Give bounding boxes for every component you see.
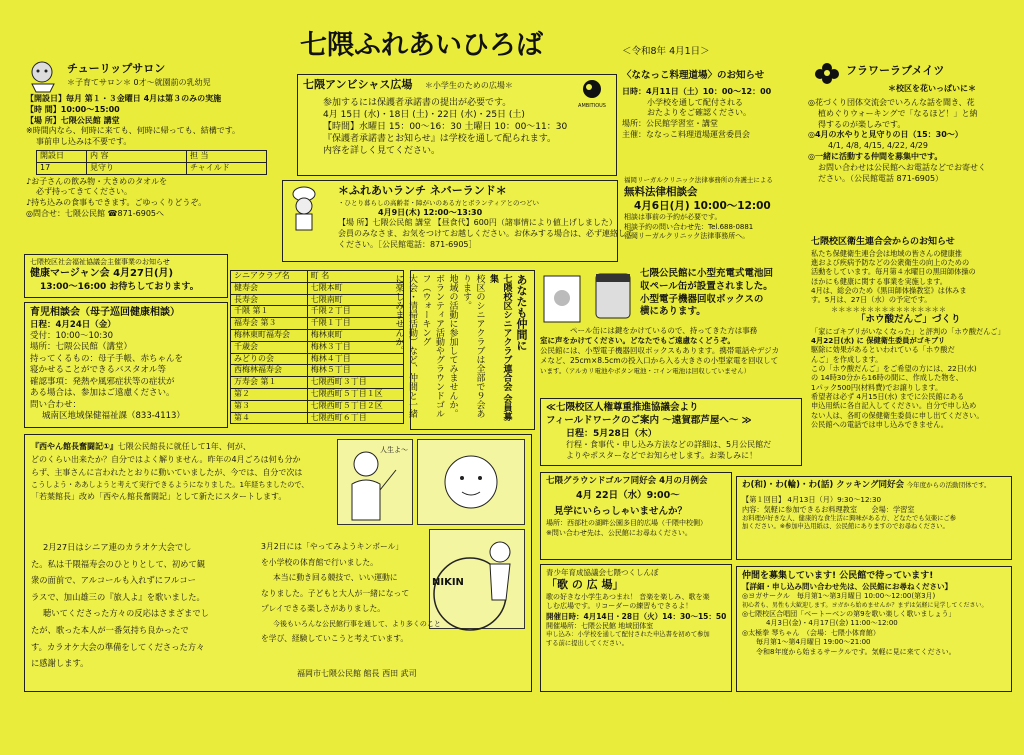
table-row [231,294,404,306]
eisei-line: 私たち保健衛生連合会は地域の皆さんの健康推 [811,248,962,258]
nishiyan-signature: 福岡市七隈公民館 館長 西田 武司 [297,669,417,678]
battery-line: 収ペール缶が設置されました。 [640,280,773,292]
table-row [231,306,404,318]
table-cell: 第３ [231,400,308,412]
nishiyan-col-b: を小学校の体育館で行いました。 [261,557,378,567]
jinken-title: ≪七隈校区人権尊重推進協議会より [546,402,699,413]
jinken-line: 行程・食事代・申し込み方法などの詳細は、5月公民館だ [566,439,772,449]
nakama-line: 令和8年度から始まるサークルです。気軽に見に来てください。 [756,647,956,656]
table-row [231,365,404,377]
wawa-title: わ(和)・わ(輪)・わ(話) クッキング同好会 [742,480,905,490]
tulip-sub: ＊子育てサロン＊ 0才～就園前の乳幼児 [67,78,211,87]
page-title: 七隈ふれあいひろば [300,30,543,61]
uta-sub: 青少年育成協議会七隈つくしんぼ [546,568,659,577]
golf-date: 4月 22日（水）9:00～ [576,490,680,502]
nakama-line: 毎月第1～第4月曜日 19:00～21:00 [756,638,871,647]
ikuji-line: 受付：10:00～10:30 [30,330,113,341]
nishiyan-col-b: 本当に動き回る競技で、いい運動に [273,573,398,583]
recruit-line: 七隈校区シニアクラブ連合会 会員募集 [488,274,512,422]
eisei-line: す。5月は、27日（水）の予定です。 [811,295,932,305]
table-cell: 七隈西町５丁目１区 [307,388,403,400]
golf-line: ※問い合わせ先は、公民館にお尋ねください。 [546,528,692,537]
lunch-line: 【場 所】七隈公民館 講堂 【昼食代】600円（諸事情により値上げしました） [338,218,617,228]
nishiyan-col-a: 衆の面前で、アルコールも入れずにフルコー [31,575,196,586]
lunch-line: 会員のみなさま、お気をつけてお越しください。お休みする場合は、必ず連絡して [338,229,634,239]
ikuji-line: 日程：4月24日（金） [30,319,116,330]
illustration-singer [337,439,413,525]
ambitious-line: 内容を詳しく見てください。 [323,146,441,157]
flower-line: お問い合わせは公民館へお電話などでお寄せく [818,162,986,172]
ikuji-line: 問い合わせ： [30,399,82,410]
table-row [231,388,404,400]
uta-title: 「歌 の 広 場」 [546,578,624,592]
ambitious-line: 【時間】水曜日 15：00～16：30 土曜日 10：00～11：30 [323,122,568,133]
nishiyan-col-a: 聴いてくださった方々の反応はさまざまでし [43,608,209,619]
tulip-line: 事前申し込みは不要です。 [36,137,132,147]
battery-body: ペール缶には鍵をかけているので、持ってきた方は事務 [570,326,758,335]
recruit-line: 大会・清掃活動）など、仲間と一緒に楽しみませんか。 [393,274,417,418]
table-cell: 健寿会 [231,282,308,294]
table-cell: みどりの会 [231,353,308,365]
recruit-title: あなたも仲間に [515,274,528,351]
golf-question: 見学にいらっしゃいませんか？ [554,506,688,518]
table-cell: 万寿会 第１ [231,377,308,389]
lunch-sub: ・ひとり暮らしの高齢者・障がいのある方とボランティアとのつどい [338,198,539,207]
nishiyan-col-a: に感謝します。 [31,658,89,669]
flower-line: ◎花づくり団体交流会でいろんな話を聞き、花 [808,98,975,107]
table-cell: 千歳会 [231,341,308,353]
uta-line: しむ広場です。リコーダーの練習もできるよ！ [546,602,693,611]
nakama-line: ◎七隈校区合唱団「ベートーベンの第9を歌い楽しく歌いましょう」 [742,609,956,618]
tulip-note: ♪持ち込みの食事もできます。ごゆっくりどうぞ。 [26,198,207,208]
ambitious-logo-icon [580,79,604,99]
lunch-section [282,180,634,262]
ikuji-title: 育児相談会（母子巡回健康相談） [30,307,180,318]
table-cell: 17 [37,162,87,174]
nishiyan-col-a: す。カラオケ大会の準備をしてくださった方々 [31,641,205,652]
eisei-line: 活動をしています。毎月第４水曜日の黒田師体操の [811,267,976,277]
golf-title: 七隈グラウンドゴルフ同好会 4月の月例会 [546,476,708,486]
ambitious-logo-text: AMBITIOUS [578,102,606,109]
tulip-salon-section [22,54,284,268]
mahjong-time: 13:00～16:00 お待ちしております。 [40,281,199,292]
flower-line: ◎一緒に活動する仲間を募集中です。 [808,151,943,161]
jinken-title2: フィールドワークのご案内 ～遠賀郡芦屋へ～ ≫ [546,414,752,426]
nakama-title: 仲間を募集しています! 公民館で待っています! [742,571,934,581]
nishiyan-col-b: 3月2日には「やってみようキンボール」 [261,542,404,551]
flower-section [808,58,1008,228]
wawa-line: 【第１回目】 4月13日（月）9:30～12:30 [742,495,882,505]
tulip-line: 【開設日】毎月 第１・３金曜日 4月は第３のみの実施 [26,94,222,103]
tulip-line: 【場 所】七隈公民館 講堂 [26,115,120,125]
child-cartoon-icon [24,58,64,92]
nakama-line: ◎太極拳 琴ちゃん （会場：七隈小体育館） [742,628,880,637]
uta-line: 開催日時：4月14日・28日（火）14：30～15：50 [546,611,727,621]
ambitious-line: 『保護者承諾書とお知らせ』は学校を通して配られます。 [323,134,557,145]
recruit-line: ボランティア活動やグラウンドゴルフ（ウォーキング [420,274,444,418]
nanakko-line: おたよりをご確認ください。 [647,108,751,118]
tulip-table [36,150,267,175]
uta-line: 歌の好きな小学生あつまれ！ 音楽を楽しみ、歌を楽 [546,592,710,601]
golf-line: 場所：西部杜の湖畔公園多目的広場（千隈中校側） [546,519,707,528]
illustration-kinball [429,529,525,629]
battery-body: 公民館には、小型電子機器回収ボックスもあります。携帯電話やデジカ [540,346,780,356]
table-cell: 梅林東町福寿会 [231,329,308,341]
eisei-line2: 「家にゴキブリがいなくなった」と評判の「ホウ酸だんご」 [811,326,1005,336]
table-cell: 梅林５丁目 [307,365,403,377]
golf-section [540,472,732,560]
recruit-line: 校区のシニアクラブは全部で９会あります。 [461,274,485,418]
battery-line: 七隈公民館に小型充電式電池回 [640,268,774,279]
table-row [231,412,404,424]
eisei-line: ＊＊＊＊＊＊＊＊＊＊＊＊＊＊＊＊ [831,304,947,314]
table-header: 開設日 [37,150,87,162]
eisei-line: 進および疾病予防などの公衆衛生の向上のための [811,258,970,268]
flower-line: 4/1, 4/8, 4/15, 4/22, 4/29 [828,141,928,151]
ikuji-section [24,302,228,428]
eisei-title: 七隈校区衛生連合会からのお知らせ [811,237,955,247]
tulip-note: ♪お子さんの飲み物・大きめのタオルを [26,176,168,186]
table-cell: 西梅林福寿会 [231,365,308,377]
table-cell: 七隈西町３丁目 [307,377,403,389]
legal-date: 4月6日(月) 10:00～12:00 [634,199,771,212]
lunch-line: ください。［公民館電話：871-6905］ [338,240,477,249]
nishiyan-col-b: を学び、経験していこうと考えています。 [261,633,409,643]
nishiyan-intro: 「若葉館長」改め「西やん館長奮闘記」として新たにスタートします。 [31,491,287,501]
nishiyan-col-a: た。私は千隈福寿会のひとりとして、初めて観 [31,558,206,569]
singer-bubble: 人生よ〜 [380,446,408,454]
nanakko-section [622,70,804,180]
ikuji-line: 寝かせることができるバスタオル等 [30,365,167,376]
eisei-line2: の 14時30分から16時の間に、作成した物を、 [811,373,963,383]
flower-line: ◎4月の水やりと見守りの日（15：30～） [808,130,963,140]
battery-body: 室に声をかけてください。どなたでもご遠慮なくどうぞ。 [540,336,735,346]
ikuji-line: 確認事項：発熱や風邪症状等の症状が [30,376,175,387]
recruit-line: 地域の活動に参加してみませんか。 [447,274,458,418]
nanakko-line: 主催：ななっこ料理道場運営委員会 [622,130,750,139]
ambitious-title: 七隈アンビシャス広場 [303,78,413,91]
lunch-title: ＊ふれあいランチ ネバーランド＊ [338,184,507,197]
nakama-line: 初心者も、男性も大歓迎します。ヨガから始めませんか？まずは気軽に見学してください。 [742,601,988,609]
legal-line: 相談予約の問い合わせ先：Tel.688-0881 [624,222,754,231]
table-header: 町 名 [307,271,403,283]
table-cell: 第４ [231,412,308,424]
table-cell: 七隈本町 [307,282,403,294]
legal-title: 無料法律相談会 [624,185,698,198]
eisei-line2: 4月22日(水) に 保健衛生委員がゴキブリ [811,335,946,345]
nanakko-line: 場所：公民館学習室・講堂 [622,119,718,129]
nishiyan-intro: どのくらい出来たか？自分ではよく解りません。昨年の4月ごろは何も分か [31,454,301,464]
jinken-line: 日程：5月28日（木） [566,428,657,439]
table-cell: 七隈西町５丁目２区 [307,400,403,412]
table-header: 担 当 [187,150,267,162]
eisei-line2: 公民館への電話では申し込みできません。 [811,420,948,430]
flower-icon [814,62,840,84]
nishiyan-title: 『西やん館長奮闘記①』 [31,442,118,451]
nanakko-title: 〈ななっこ料理道場〉のお知らせ [622,70,765,81]
nakama-section [736,566,1012,692]
ambitious-logo [574,79,610,110]
mahjong-section [24,254,228,298]
eisei-line: 4月は、総会のため《黒田師体操教室》は休みま [811,286,967,296]
ambitious-section [297,74,617,176]
table-cell: 梅林東町 [307,329,403,341]
table-cell: 梅林４丁目 [307,353,403,365]
wawa-section [736,476,1012,560]
ikuji-line: 城南区地域保健福祉課（833-4113） [42,411,185,422]
battery-line: 小型電子機器回収ボックスの [640,293,764,305]
flower-line: ださい。（公民館電話 871-6905） [818,173,944,183]
wawa-line: 加ください。※参加申込用紙は、公民館にありますのでお尋ねください。 [742,523,949,531]
nishiyan-col-a: ラスで、加山雄三の『旅人よ』を歌いました。 [31,591,205,602]
table-header: 内 容 [87,150,187,162]
face-icon [418,440,524,524]
tulip-title: チューリップサロン [67,62,166,75]
eisei-line2: 申込用紙に各自記入してください。自分で申し込め [811,401,977,411]
uta-line: 開催場所：七隈公民館 地域団体室 [546,621,654,630]
battery-can-icon [540,268,636,334]
ambitious-line: 参加するには保護者承諾書の提出が必要です。 [323,97,512,108]
battery-body: います。（アルカリ電池やボタン電池・コイン電池は回収していません） [540,366,751,375]
table-row [231,400,404,412]
nishiyan-col-b: なりました。子どもと大人が一緒になって [261,588,410,598]
table-cell: 見守り [87,162,187,174]
eisei-line2: 1パック500円(材料費)でお譲りします。 [811,382,943,392]
eisei-line2: ない人は、各町の保健衛生委員に申し出てください。 [811,410,984,420]
table-row [231,377,404,389]
nishiyan-intro: 七隈公民館長に就任して1年、何が、 [117,442,251,451]
nishiyan-col-b: プレイできる楽しさがありました。 [261,604,386,614]
ambitious-line: 4月 15日 (水)・18日 (土)・22日 (水)・25日 (土) [323,109,525,120]
nakama-line: ◎ヨガサークル 毎月第1～第3月曜日 10:00～12:00(第3月) [742,592,936,601]
flower-line: 植めぐりウォーキングで「なるほど！」と納 [818,108,978,118]
nishiyan-section [24,434,532,692]
wawa-sub: 今年度からの活動団体です。 [906,481,991,489]
table-cell: 七隈西町６丁目 [307,412,403,424]
table-cell: 千隈２丁目 [307,306,403,318]
legal-line: 福岡リーガルクリニック法律事務所へ。 [624,231,750,240]
table-row [231,282,404,294]
nishiyan-intro: らず、主事さんに言われたとおりに動いていましたが、今では、自分で次は [31,467,303,477]
lunch-date: 4月9日(木) 12:00～13:30 [378,207,483,217]
eisei-line2: 希望者は必ず 4月15日(水) までに公民館にある [811,392,965,402]
ambitious-sub: ＊小学生のための広場＊ [424,81,513,90]
table-cell: 長寿会 [231,294,308,306]
cook-cartoon-icon [286,186,326,236]
table-cell: 福寿会 第３ [231,318,308,330]
table-cell: 七隈南町 [307,294,403,306]
nanakko-line: 小学校を通して配付される [647,97,743,107]
table-row [231,329,404,341]
table-cell: 梅林３丁目 [307,341,403,353]
flower-title: フラワーラブメイツ [846,64,945,77]
uta-line: する前に提出してください。 [546,639,628,647]
table-cell: 千隈１丁目 [307,318,403,330]
table-row [231,318,404,330]
issue-date: ＜令和8年 4月1日＞ [622,46,710,57]
eisei-section [806,234,1012,442]
wawa-line: お料理が好きな人、健康的な食生活に興味がある方、どなたでも気楽にご参 [742,514,957,522]
nakama-line: 4月3日(金)・4月17日(金) 11:00～12:00 [766,619,898,628]
tulip-line: ※時間内なら、何時に来ても、何時に帰っても、結構です。 [26,126,241,136]
ikuji-line: ある場合は、参加はご遠慮ください。 [30,388,175,399]
nishiyan-col-a: 2月27日はシニア連のカラオケ大会でし [43,542,192,552]
jinken-section [540,398,802,466]
illustration-face [417,439,525,525]
tulip-note: ◎問合せ：七隈公民館 ☎871-6905へ [26,208,165,218]
ikuji-line: 場所：七隈公民館（講堂） [30,342,133,353]
eisei-line2: 駆除に効果があるといわれている「ホウ酸だ [811,345,955,355]
legal-section [624,176,802,256]
jinken-line: よりやポスターなどでお知らせします。お楽しみに！ [566,450,758,460]
eisei-line: ほかにも健康に関する事業を実施します。 [811,276,947,286]
eisei-title2: 「ホウ酸だんご」づくり [856,314,961,326]
uta-line: 申し込み：小学校を通して配付された申込書を初めて参加 [546,631,710,639]
table-row [231,353,404,365]
table-row [231,341,404,353]
nishiyan-intro: こうしよう・ああしようと考えて実行できるようになりました。1年経ちましたので、 [31,480,309,490]
tulip-line: 【時 間】10:00～15:00 [26,104,120,114]
senior-recruit-section [393,270,535,430]
nanakko-line: 日時：4月11日（土）10：00～12：00 [622,86,772,96]
table-cell: チャイルド [187,162,267,174]
kinball-shirt-text: NIKIN [432,577,464,588]
nakama-sub: 【詳細・申し込み問い合わせ先は、公民館にお尋ねください】 [742,582,952,592]
eisei-line2: この「ホウ酸だんご」をご希望の方には、22日(水) [811,363,977,373]
table-cell: 第２ [231,388,308,400]
nishiyan-col-a: たが、歌った本人が一番気持ち良かったで [31,624,189,635]
mahjong-title: 健康マージャン会 4月27日(月) [30,268,174,280]
uta-section [540,564,732,692]
wawa-line: 内容：気軽に参加できるお料理教室 会場：学習室 [742,505,915,515]
flower-line: 得するのが楽しみです。 [818,119,906,129]
nishiyan-col-b: 今後もいろんな公民館行事を通して、より多くのこと [273,619,441,628]
table-cell: 千隈 第１ [231,306,308,318]
mahjong-sub: 七隈校区社会福祉協議会主催事業のお知らせ [30,258,170,266]
battery-section [540,268,802,398]
senior-club-table [230,270,406,420]
table-header: シニアクラブ名 [231,271,308,283]
battery-body: メなど、25cm×8.5cmの投入口から入る大きさの小型家電を回収して [540,356,779,366]
battery-line: 横にあります。 [640,306,706,318]
legal-line: 相談は事前の予約が必要です。 [624,213,722,222]
flower-sub: ＊校区を花いっぱいに＊ [888,84,976,93]
ikuji-line: 持ってくるもの：母子手帳、赤ちゃんを [30,353,184,364]
legal-sub: 福岡リーガルクリニック法律事務所の弁護士による [624,176,773,184]
eisei-line2: んご」を作成します。 [811,354,883,364]
tulip-note: 必ず持ってきてください。 [36,187,132,197]
header [300,28,620,68]
